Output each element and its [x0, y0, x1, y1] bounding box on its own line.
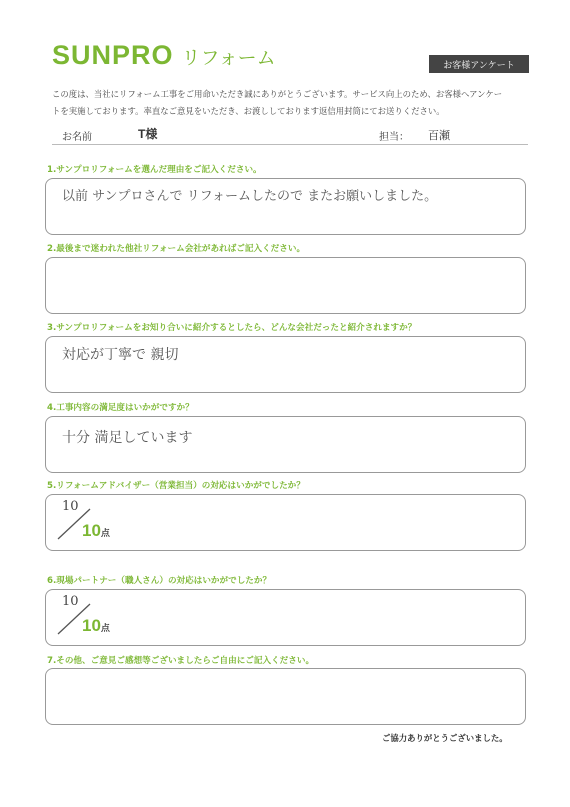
- question-6-label: 6.現場パートナー（職人さん）の対応はいかがでしたか？: [47, 576, 272, 586]
- name-value: T様: [138, 127, 158, 141]
- question-5-label: 5.リフォームアドバイザー（営業担当）の対応はいかがでしたか？: [47, 481, 305, 491]
- question-4-label: 4.工事内容の満足度はいかがですか？: [47, 403, 194, 413]
- question-6-max: 10: [82, 616, 101, 635]
- question-2-label: 2.最後まで迷われた他社リフォーム会社があればご記入ください。: [47, 244, 306, 254]
- question-3-answer-box[interactable]: [45, 336, 526, 393]
- intro-line-2: トを実施しております。率直なご意見をいただき、お渡ししております返信用封筒にてお送りください。: [52, 106, 445, 116]
- intro-text: [52, 86, 530, 120]
- question-2-answer-box[interactable]: [45, 257, 526, 314]
- company-logo: [52, 40, 276, 71]
- question-4-answer: 十分 満足しています: [62, 430, 193, 446]
- name-label: お名前: [62, 132, 92, 143]
- question-3-label: 3.サンプロリフォームをお知り合いに紹介するとしたら、どんな会社だったと紹介されますか？: [47, 323, 417, 333]
- question-5-score-max: [82, 521, 110, 541]
- question-5-score: 10: [62, 499, 79, 514]
- question-7-answer-box[interactable]: [45, 668, 526, 725]
- staff-value: 百瀬: [428, 129, 450, 142]
- logo-brand: SUNPRO: [52, 40, 174, 70]
- question-6-unit: 点: [100, 623, 110, 633]
- intro-line-1: この度は、当社にリフォーム工事をご用命いただき誠にありがとうございます。サービス向上のため、お客様へアンケー: [52, 89, 503, 99]
- staff-label: 担当：: [379, 132, 409, 143]
- question-6-score: 10: [62, 594, 79, 609]
- question-1-answer: 以前 サンプロさんで リフォームしたので またお願いしました。: [62, 189, 438, 204]
- question-1-answer-box[interactable]: [45, 178, 526, 235]
- question-6-score-box[interactable]: [45, 589, 526, 646]
- logo-subtitle: リフォーム: [181, 47, 276, 69]
- customer-row: [52, 124, 528, 145]
- question-7-label: 7.その他、ご意見ご感想等ございましたらご自由にご記入ください。: [47, 656, 315, 666]
- question-1-label: 1.サンプロリフォームを選んだ理由をご記入ください。: [47, 165, 262, 175]
- question-4-answer-box[interactable]: [45, 416, 526, 473]
- question-5-score-box[interactable]: [45, 494, 526, 551]
- question-3-answer: 対応が丁寧で 親切: [62, 347, 179, 363]
- question-5-unit: 点: [100, 528, 110, 538]
- question-5-max: 10: [82, 521, 101, 540]
- survey-badge: お客様アンケート: [429, 55, 529, 73]
- thanks-message: ご協力ありがとうございました。: [382, 733, 508, 743]
- question-6-score-max: [82, 616, 110, 636]
